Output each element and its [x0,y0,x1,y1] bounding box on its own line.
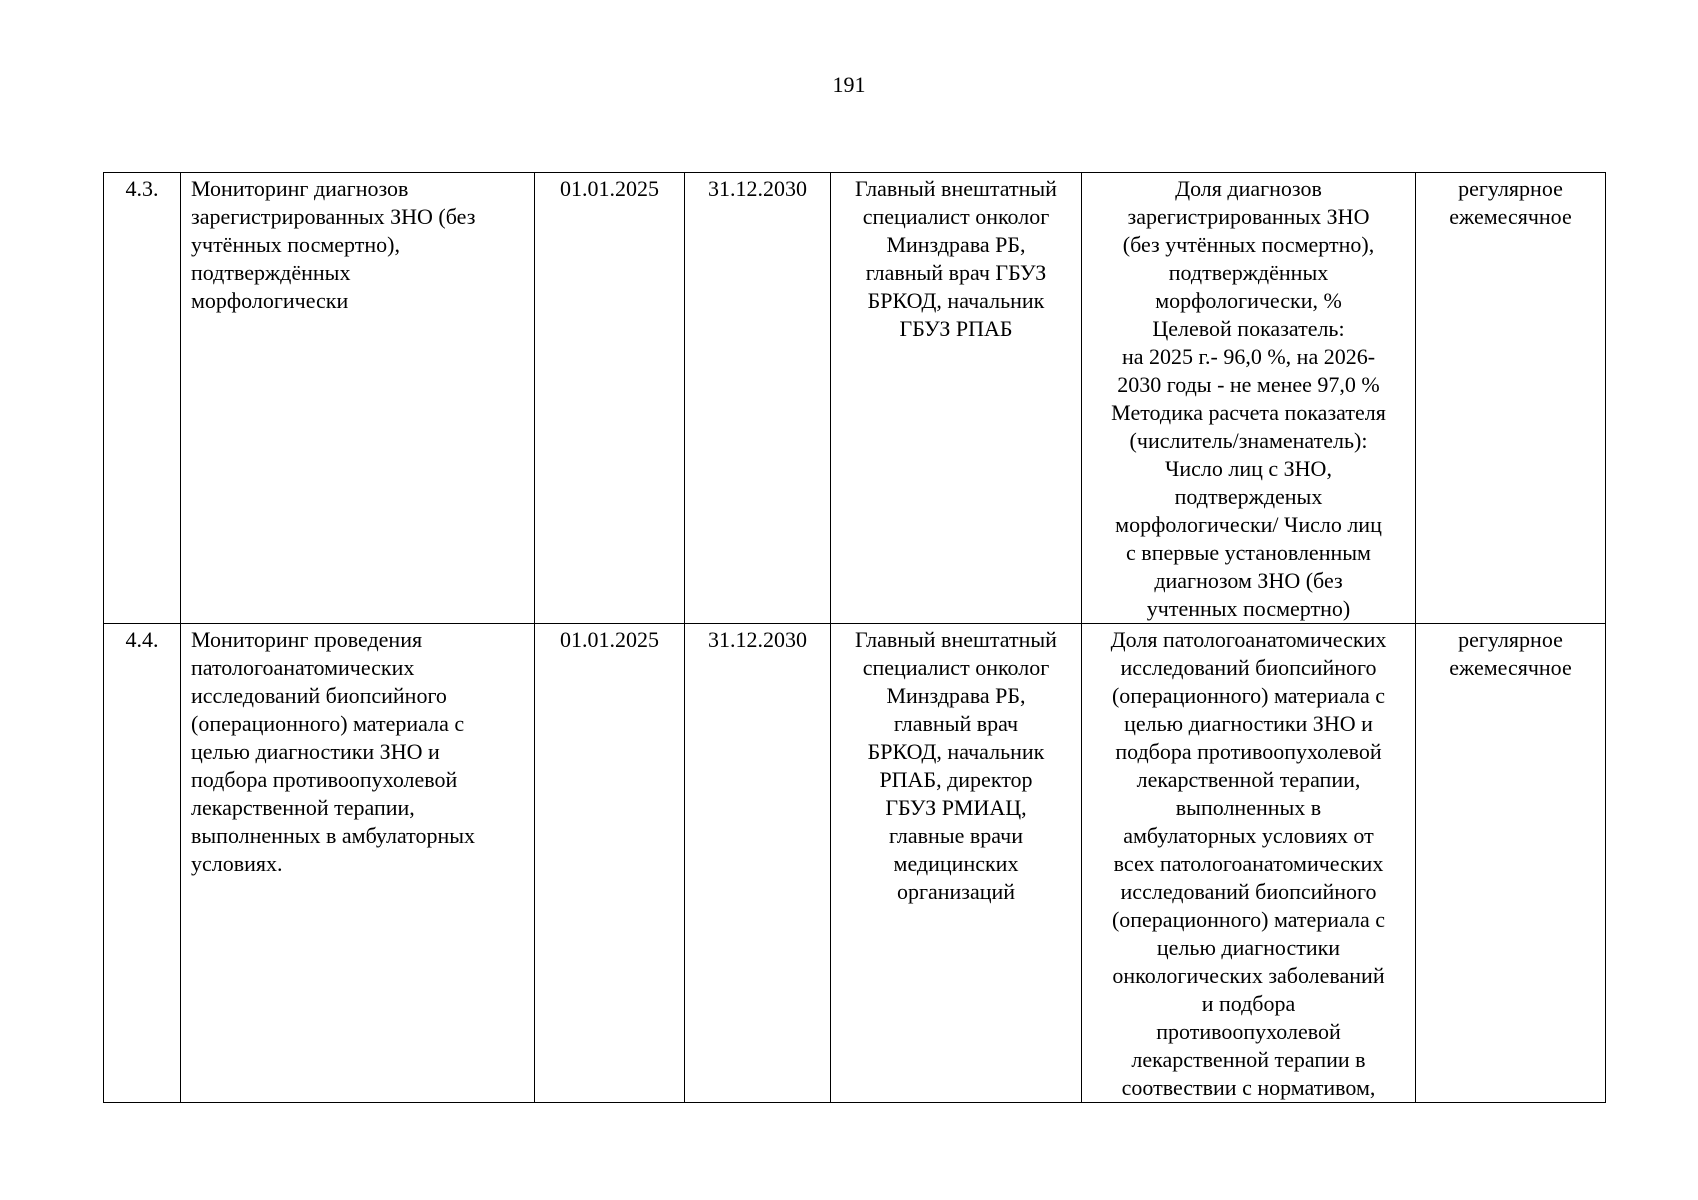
cell-text-line: Число лиц с ЗНО, [1165,456,1332,481]
plan-table [103,172,1606,1103]
cell-text-line: подтверждённых [191,260,351,285]
cell-text-line: лекарственной терапии, [191,795,415,820]
plan-table-body [104,173,1606,1103]
cell-text-line: БРКОД, начальник [867,739,1045,764]
cell-text-line: Главный внештатный [855,176,1057,201]
cell-text-line: выполненных в [1175,795,1322,820]
cell-text-line: условиях. [191,851,283,876]
cell-text-line: специалист онколог [862,204,1050,229]
cell-text-line: с впервые установленным [1126,540,1371,565]
cell-text-line: Главный внештатный [855,627,1057,652]
cell-text-line: целью диагностики ЗНО и [191,739,440,764]
cell-text-line: (операционного) материала с [1111,683,1386,708]
cell-text-line: РПАБ, директор [879,767,1033,792]
cell-text-line: морфологически, % [1155,288,1342,313]
cell-text-line: Методика расчета показателя [1111,400,1386,425]
cell-text-line: исследований биопсийного [1120,879,1377,904]
cell-text-line: ГБУЗ РМИАЦ, [885,795,1027,820]
cell-text-line: Мониторинг диагнозов [191,176,409,201]
cell-text-line: Доля патологоанатомических [1110,627,1387,652]
cell-text-line: соотвествии с нормативом, [1121,1075,1376,1100]
table-row [104,624,1606,1103]
cell-text-line: учтенных посмертно) [1146,596,1351,621]
cell-text-line: лекарственной терапии, [1136,767,1361,792]
cell-text-line: противоопухолевой [1156,1019,1341,1044]
cell-text-line: патологоанатомических [191,655,415,680]
cell-text-line: главный врач [893,711,1019,736]
cell-text-line: Целевой показатель: [1152,316,1345,341]
cell-text-line: всех патологоанатомических [1113,851,1384,876]
cell-text-line: ГБУЗ РПАБ [899,316,1013,341]
cell-text-line: 2030 годы - не менее 97,0 % [1117,372,1380,397]
cell-text-line: Мониторинг проведения [191,627,423,652]
cell-text-line: морфологически [191,288,349,313]
cell-text-line: подтверждённых [1168,260,1329,285]
cell-text-line: главные врачи [889,823,1023,848]
cell-text-line: регулярное [1458,627,1563,652]
cell-text-line: онкологических заболеваний [1112,963,1385,988]
start-date-cell: 01.01.2025 [535,624,685,1103]
cell-text-line: Минздрава РБ, [886,232,1026,257]
cell-text-line: (числитель/знаменатель): [1129,428,1368,453]
cell-text-line: медицинских [893,851,1019,876]
cell-text-line: организаций [896,879,1016,904]
cell-text-line: Доля диагнозов [1175,176,1322,201]
cell-text-line: подбора противоопухолевой [1115,739,1382,764]
end-date-cell: 31.12.2030 [685,624,831,1103]
cell-text-line: и подбора [1201,991,1296,1016]
regularity-cell [1416,173,1606,624]
cell-text-line: Минздрава РБ, [886,683,1026,708]
cell-text-line: целью диагностики [1156,935,1341,960]
page-number: 191 [832,72,866,97]
cell-text-line: лекарственной терапии в [1131,1047,1366,1072]
responsible-cell [831,624,1082,1103]
cell-text-line: исследований биопсийного [1120,655,1377,680]
cell-text-line: регулярное [1458,176,1563,201]
cell-text-line: (операционного) материала с [191,711,465,736]
cell-text-line: зарегистрированных ЗНО (без [191,204,476,229]
cell-text-line: (операционного) материала с [1111,907,1386,932]
cell-text-line: подбора противоопухолевой [191,767,458,792]
cell-text-line: ежемесячное [1449,204,1572,229]
end-date-cell: 31.12.2030 [685,173,831,624]
cell-text-line: амбулаторных условиях от [1123,823,1374,848]
cell-text-line: выполненных в амбулаторных [191,823,476,848]
cell-text-line: учтённых посмертно), [191,232,400,257]
indicator-cell [1082,173,1416,624]
cell-text-line: ежемесячное [1449,655,1572,680]
cell-text-line: специалист онколог [862,655,1050,680]
cell-text-line: подтвержденых [1174,484,1323,509]
cell-text-line: зарегистрированных ЗНО [1127,204,1370,229]
responsible-cell [831,173,1082,624]
cell-text-line: целью диагностики ЗНО и [1124,711,1373,736]
row-number-cell: 4.4. [104,624,181,1103]
event-name-cell [181,624,535,1103]
indicator-cell [1082,624,1416,1103]
cell-text-line: на 2025 г.- 96,0 %, на 2026- [1121,344,1376,369]
row-number-cell: 4.3. [104,173,181,624]
start-date-cell: 01.01.2025 [535,173,685,624]
cell-text-line: диагнозом ЗНО (без [1154,568,1343,593]
cell-text-line: (без учтённых посмертно), [1122,232,1375,257]
regularity-cell [1416,624,1606,1103]
event-name-cell [181,173,535,624]
cell-text-line: морфологически/ Число лиц [1115,512,1382,537]
cell-text-line: исследований биопсийного [191,683,447,708]
table-row [104,173,1606,624]
cell-text-line: главный врач ГБУЗ [865,260,1047,285]
cell-text-line: БРКОД, начальник [867,288,1045,313]
